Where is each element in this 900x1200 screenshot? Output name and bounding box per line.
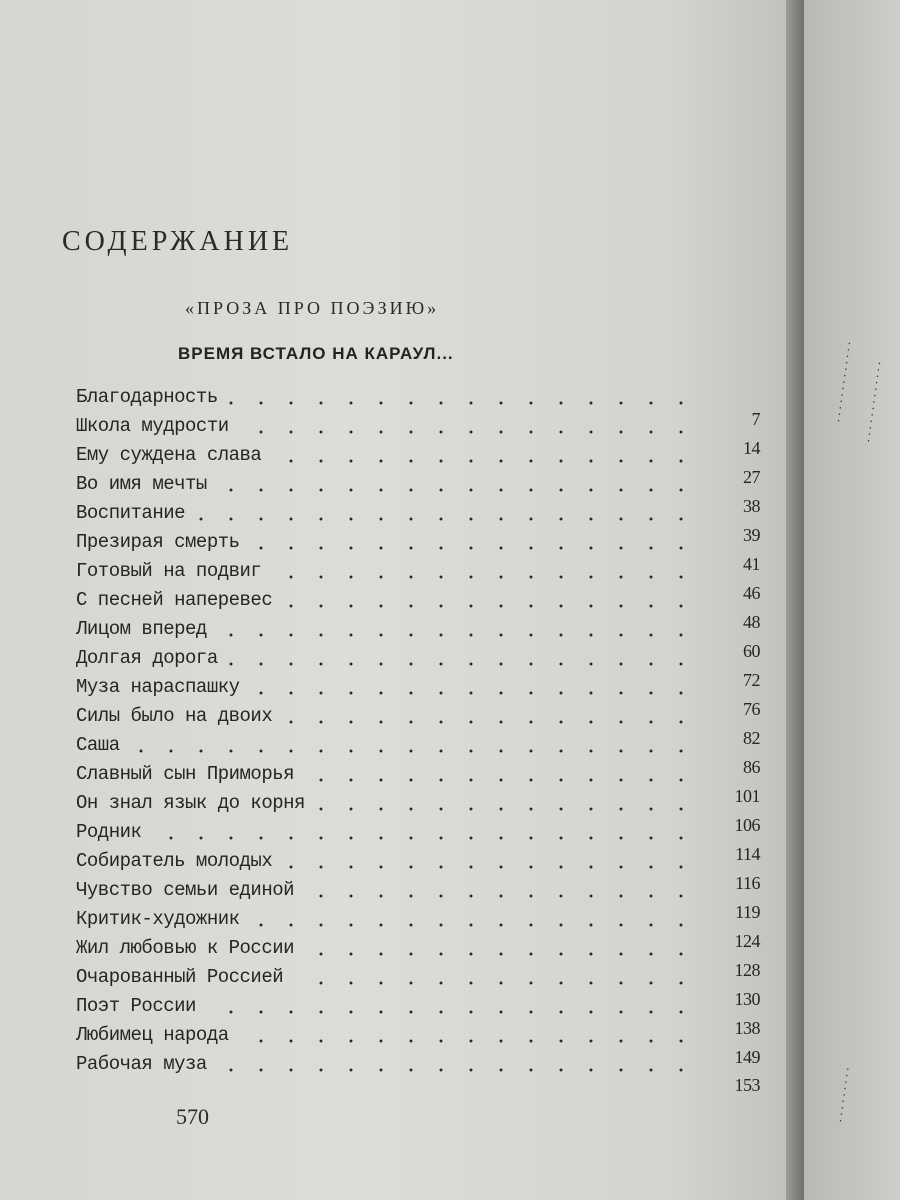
- toc-entry: [76, 960, 776, 995]
- toc-entry-page: 27: [743, 467, 760, 487]
- toc-leader-dots: [217, 633, 696, 637]
- toc-entry: [76, 873, 776, 908]
- toc-entry-page: 82: [743, 728, 760, 748]
- toc-entry-title: Жил любовью к России: [76, 937, 295, 959]
- toc-leader-dots: [282, 720, 696, 724]
- toc-entry: [76, 641, 776, 676]
- toc-leader-dots: [228, 401, 696, 405]
- book-gutter: [786, 0, 804, 1200]
- toc-entry-title: Долгая дорога: [76, 647, 218, 669]
- toc-entry-title: Благодарность: [76, 386, 218, 408]
- toc-entry-page: 39: [743, 525, 760, 545]
- toc-leader-dots: [304, 952, 696, 956]
- toc-entry-page: 130: [734, 989, 760, 1009]
- toc-entry-page: 48: [743, 612, 760, 632]
- toc-entry-title: Любимец народа: [76, 1024, 229, 1046]
- toc-entry: [76, 1047, 776, 1095]
- toc-entry: [76, 438, 776, 473]
- page-number: 570: [176, 1104, 209, 1129]
- toc-entry: [76, 612, 776, 647]
- toc-leader-dots: [195, 517, 696, 521]
- toc-leader-dots: [250, 691, 696, 695]
- toc-entry-page: 7: [751, 409, 760, 429]
- toc-entry-page: 76: [743, 699, 760, 719]
- right-page-edge: [804, 0, 900, 1200]
- toc-entry-page: 86: [743, 757, 760, 777]
- toc-entry-title: Он знал язык до корня: [76, 792, 305, 814]
- toc-entry-title: Поэт России: [76, 995, 196, 1017]
- toc-leader-dots: [151, 836, 696, 840]
- toc-entry: [76, 409, 776, 444]
- toc-entry: [76, 931, 776, 966]
- toc-entry-page: 101: [734, 786, 760, 806]
- toc-leader-dots: [206, 1010, 696, 1014]
- toc-leader-dots: [304, 894, 696, 898]
- toc-leader-dots: [250, 546, 696, 550]
- toc-entry: [76, 1018, 776, 1053]
- subsection-title: ВРЕМЯ ВСТАЛО НА КАРАУЛ...: [178, 344, 454, 363]
- toc-leader-dots: [293, 981, 696, 985]
- toc-entry: [76, 554, 776, 589]
- toc-entry-title: Славный сын Приморья: [76, 763, 295, 785]
- toc-entry: [76, 786, 776, 821]
- section-title: «ПРОЗА ПРО ПОЭЗИЮ»: [185, 298, 440, 318]
- toc-entry-page: 149: [734, 1047, 760, 1067]
- toc-leader-dots: [282, 865, 696, 869]
- toc-entry-page: 116: [735, 873, 760, 893]
- right-page-text-2: . . . . . . . . . . . . .: [856, 360, 884, 443]
- toc-entry-page: 46: [743, 583, 760, 603]
- toc-entry-title: Собиратель молодых: [76, 850, 273, 872]
- toc-entry-title: Очарованный Россией: [76, 966, 284, 988]
- right-page-text-3: . . . . . . . . .: [828, 1065, 852, 1123]
- toc-entry-page: 124: [734, 931, 760, 951]
- toc-entry-page: 60: [743, 641, 760, 661]
- toc-leader-dots: [130, 749, 696, 753]
- toc-entry-page: 72: [743, 670, 760, 690]
- toc-entry-page: 114: [735, 844, 760, 864]
- toc-heading: СОДЕРЖАНИЕ: [62, 226, 294, 257]
- toc-entry: [76, 699, 776, 734]
- toc-entry-page: 38: [743, 496, 760, 516]
- toc-entry-title: Рабочая муза: [76, 1053, 207, 1075]
- toc-entry-page: 41: [743, 554, 760, 574]
- toc-entry-title: Ему суждена слава: [76, 444, 262, 466]
- toc-entry: [76, 386, 776, 415]
- toc-entry-page: 119: [735, 902, 760, 922]
- toc-entry: [76, 815, 776, 850]
- toc-entry-title: Родник: [76, 821, 142, 843]
- toc-entry-title: Презирая смерть: [76, 531, 240, 553]
- toc-leader-dots: [271, 459, 696, 463]
- toc-entry-title: Муза нараспашку: [76, 676, 240, 698]
- toc-leader-dots: [217, 488, 696, 492]
- toc-leader-dots: [239, 430, 696, 434]
- toc-leader-dots: [282, 604, 696, 608]
- toc-entry: [76, 467, 776, 502]
- toc-entry-title: Лицом вперед: [76, 618, 207, 640]
- toc-entry: [76, 844, 776, 879]
- toc-entry-title: Готовый на подвиг: [76, 560, 262, 582]
- toc-entry: [76, 902, 776, 937]
- toc-entry-title: С песней наперевес: [76, 589, 273, 611]
- toc-entry-page: 138: [734, 1018, 760, 1038]
- toc-entry-title: Саша: [76, 734, 120, 756]
- toc-leader-dots: [239, 1039, 696, 1043]
- toc-entry: [76, 525, 776, 560]
- toc-leader-dots: [315, 807, 696, 811]
- toc-entry: [76, 583, 776, 618]
- toc-entry-title: Чувство семьи единой: [76, 879, 295, 901]
- toc-leader-dots: [271, 575, 696, 579]
- toc-entry-page: 106: [734, 815, 760, 835]
- toc-entry-title: Школа мудрости: [76, 415, 229, 437]
- toc-leader-dots: [250, 923, 696, 927]
- toc-entry-page-extra: 153: [734, 1075, 760, 1095]
- toc-entry-title: Во имя мечты: [76, 473, 207, 495]
- toc-entry-title: Критик-художник: [76, 908, 240, 930]
- toc-leader-dots: [228, 662, 696, 666]
- toc-entry: [76, 989, 776, 1024]
- toc-entry-title: Воспитание: [76, 502, 186, 524]
- toc-entry-page: 128: [734, 960, 760, 980]
- toc-leader-dots: [304, 778, 696, 782]
- toc-entry: [76, 728, 776, 763]
- toc-entry: [76, 670, 776, 705]
- toc-leader-dots: [217, 1068, 696, 1072]
- toc-list: [76, 386, 776, 1095]
- toc-entry-page: 14: [743, 438, 760, 458]
- toc-entry: [76, 496, 776, 531]
- toc-entry-title: Силы было на двоих: [76, 705, 273, 727]
- right-page-text-1: . . . . . . . . . . . . .: [826, 340, 854, 423]
- toc-entry: [76, 757, 776, 792]
